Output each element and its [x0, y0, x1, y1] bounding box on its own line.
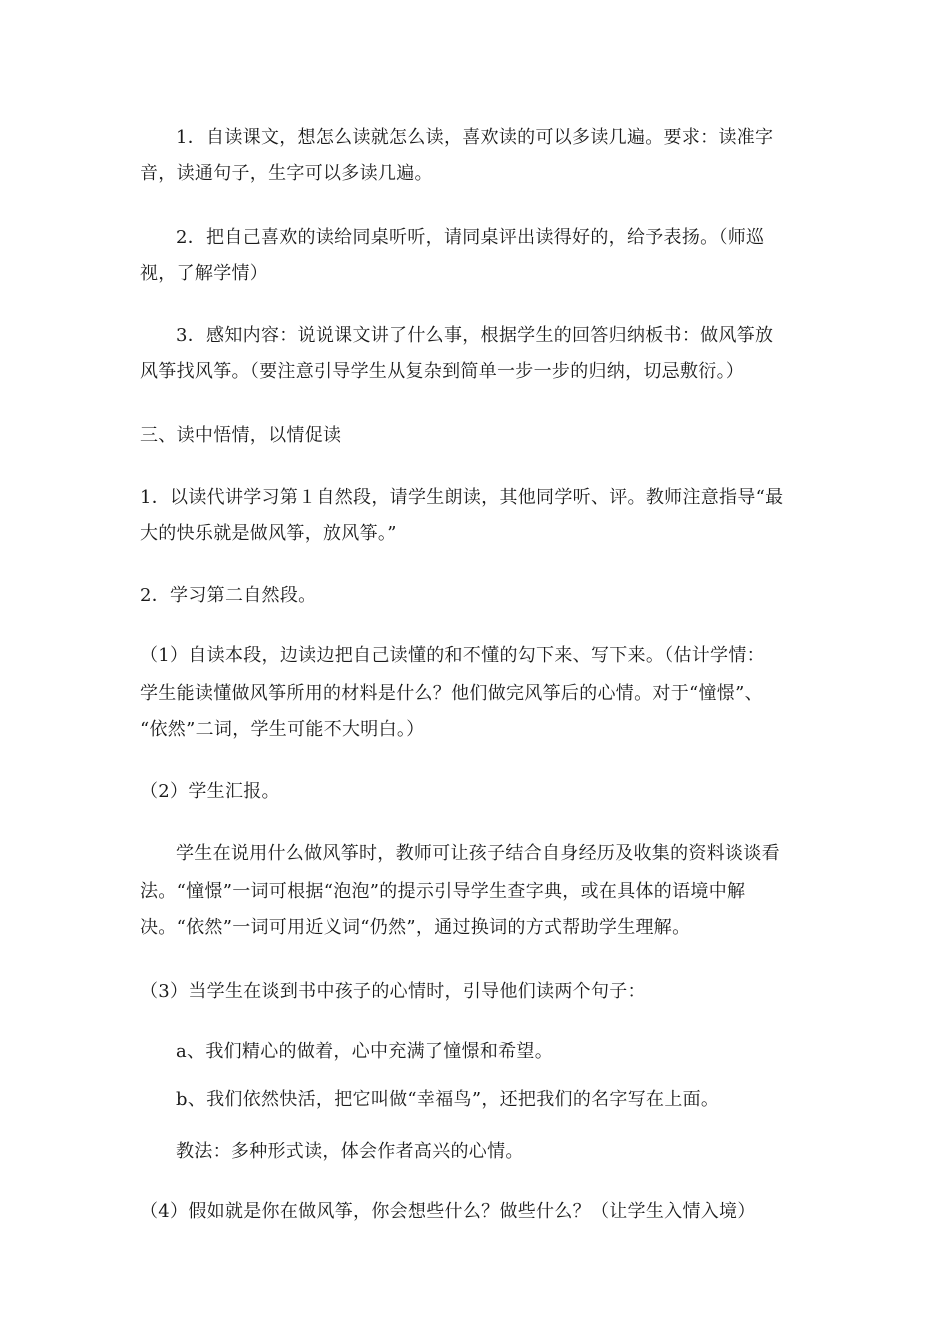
text-line: 决。“依然”一词可用近义词“仍然”，通过换词的方式帮助学生理解。 [140, 917, 691, 938]
text-line: 大的快乐就是做风筝，放风筝。” [140, 523, 397, 544]
text-line: （4）假如就是你在做风筝，你会想些什么？做些什么？（让学生入情入境） [140, 1201, 756, 1222]
text-line: 1．自读课文，想怎么读就怎么读，喜欢读的可以多读几遍。要求：读准字 [176, 127, 774, 148]
text-line: 视，了解学情） [140, 263, 269, 284]
text-line: （3）当学生在谈到书中孩子的心情时，引导他们读两个句子： [140, 981, 646, 1002]
text-line: 法。“憧憬”一词可根据“泡泡”的提示引导学生查字典，或在具体的语境中解 [140, 881, 746, 902]
section-heading: 三、读中悟情，以情促读 [140, 425, 342, 446]
text-line: a、我们精心的做着，心中充满了憧憬和希望。 [176, 1041, 554, 1062]
text-line: b、我们依然快活，把它叫做“幸福鸟”，还把我们的名字写在上面。 [176, 1089, 720, 1110]
text-line: （2）学生汇报。 [140, 781, 280, 802]
text-line: 学生在说用什么做风筝时，教师可让孩子结合自身经历及收集的资料谈谈看 [176, 843, 780, 864]
text-line: 音，读通句子，生字可以多读几遍。 [140, 163, 433, 184]
text-line: （1）自读本段，边读边把自己读懂的和不懂的勾下来、写下来。（估计学情： [140, 645, 765, 666]
text-line: “依然”二词，学生可能不大明白。） [140, 719, 425, 740]
text-line: 1．以读代讲学习第１自然段，请学生朗读，其他同学听、评。教师注意指导“最 [140, 487, 784, 508]
text-line: 3．感知内容：说说课文讲了什么事，根据学生的回答归纳板书：做风筝放 [176, 325, 774, 346]
text-line: 2．学习第二自然段。 [140, 585, 317, 606]
text-line: 教法：多种形式读，体会作者高兴的心情。 [176, 1141, 524, 1162]
text-line: 2．把自己喜欢的读给同桌听听，请同桌评出读得好的，给予表扬。（师巡 [176, 227, 765, 248]
text-line: 学生能读懂做风筝所用的材料是什么？他们做完风筝后的心情。对于“憧憬”、 [140, 683, 763, 704]
text-line: 风筝找风筝。（要注意引导学生从复杂到简单一步一步的归纳，切忌敷衍。） [140, 361, 745, 382]
